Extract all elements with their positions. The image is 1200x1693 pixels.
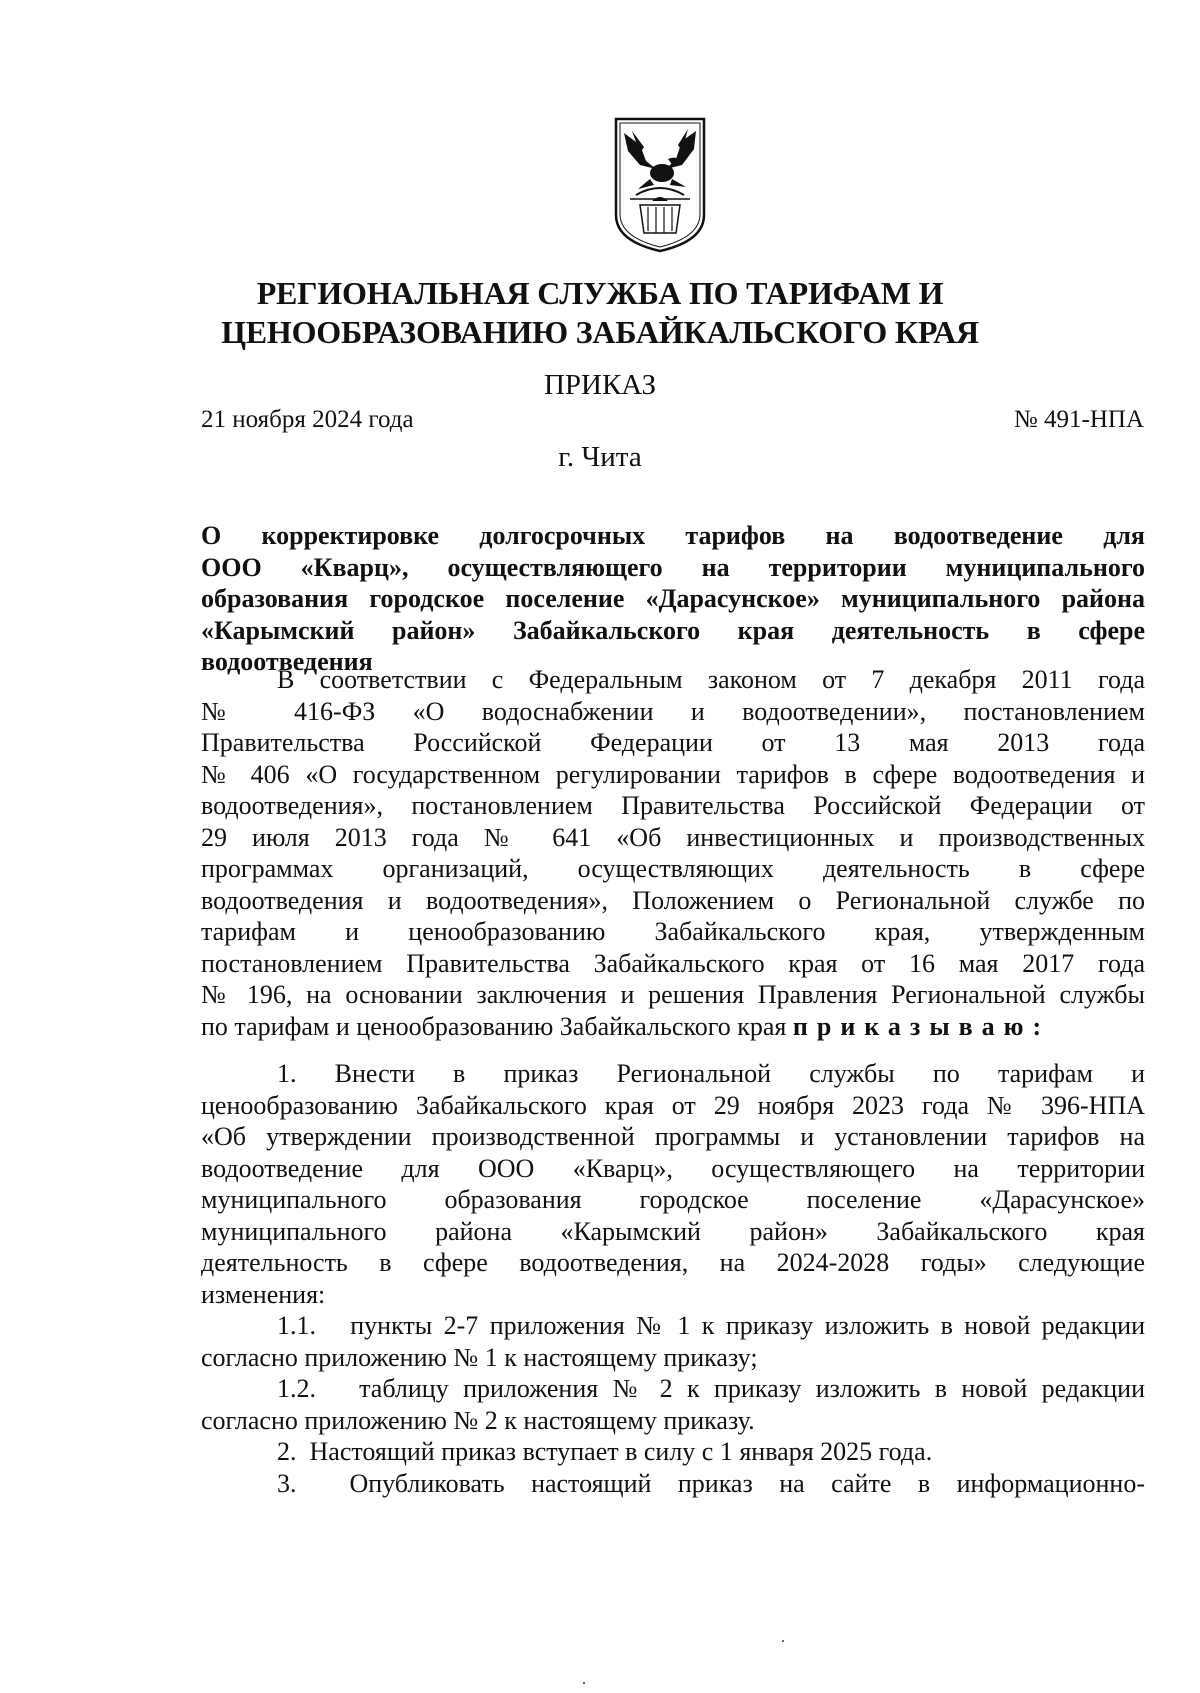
order-directive: приказываю: <box>792 1011 1051 1041</box>
order-number: № 491-НПА <box>1013 406 1144 433</box>
item-1-1-line: согласно приложению № 1 к настоящему приказу; <box>201 1342 758 1372</box>
item-1-line: 1. Внести в приказ Региональной службы по тарифам и <box>277 1059 1145 1088</box>
scan-speck <box>782 1640 784 1642</box>
item-1-line: муниципального образования городское поселение «Дарасунское» <box>201 1185 1145 1214</box>
heading-line: водоотведения <box>201 647 373 676</box>
preamble-line: № 406 «О государственном регулировании тарифов в сфере водоотведения и <box>201 759 1145 789</box>
order-subject-heading <box>201 520 1145 678</box>
preamble-line: Правительства Российской Федерации от 13 мая 2013 года <box>201 728 1145 757</box>
item-1-line: изменения: <box>201 1279 326 1309</box>
preamble-line: 29 июля 2013 года № 641 «Об инвестиционных и производственных <box>201 822 1145 852</box>
order-date: 21 ноября 2024 года <box>201 406 414 433</box>
preamble-line: № 416-ФЗ «О водоснабжении и водоотведении», постановлением <box>201 696 1145 726</box>
organization-title-line-2: ЦЕНООБРАЗОВАНИЮ ЗАБАЙКАЛЬСКОГО КРАЯ <box>221 314 979 350</box>
item-1-line: водоотведение для ООО «Кварц», осуществляющего на территории <box>201 1153 1145 1183</box>
item-1-line: муниципального района «Карымский район» Забайкальского края <box>201 1216 1145 1246</box>
item-1-1-line: 1.1. пункты 2-7 приложения № 1 к приказу изложить в новой редакции <box>277 1311 1145 1340</box>
document-type: ПРИКАЗ <box>543 369 657 401</box>
preamble-line <box>201 1011 1145 1043</box>
preamble-last-text: по тарифам и ценообразованию Забайкальского края <box>201 1011 793 1041</box>
item-1-2-line: 1.2. таблицу приложения № 2 к приказу изложить в новой редакции <box>277 1374 1145 1403</box>
preamble-paragraph <box>201 664 1145 1042</box>
preamble-line: постановлением Правительства Забайкальского края от 16 мая 2017 года <box>201 948 1145 978</box>
heading-line: ООО «Кварц», осуществляющего на территории муниципального <box>201 552 1145 582</box>
preamble-line: программах организаций, осуществляющих деятельность в сфере <box>201 854 1145 883</box>
coat-of-arms-icon <box>610 115 710 255</box>
organization-title-line-1: РЕГИОНАЛЬНАЯ СЛУЖБА ПО ТАРИФАМ И <box>256 275 944 311</box>
preamble-line: водоотведения», постановлением Правительства Российской Федерации от <box>201 791 1145 820</box>
heading-line: О корректировке долгосрочных тарифов на водоотведение для <box>201 521 1145 550</box>
item-1-line: деятельность в сфере водоотведения, на 2024-2028 годы» следующие <box>201 1248 1145 1277</box>
order-city: г. Чита <box>558 441 642 473</box>
preamble-line: В соответствии с Федеральным законом от 7 декабря 2011 года <box>277 665 1145 694</box>
item-3-line: 3. Опубликовать настоящий приказ на сайте в информационно- <box>277 1468 1145 1498</box>
item-2-line: 2. Настоящий приказ вступает в силу с 1 января 2025 года. <box>277 1437 933 1466</box>
item-1-line: ценообразованию Забайкальского края от 29 ноября 2023 года № 396-НПА <box>201 1090 1145 1120</box>
heading-line: «Карымский район» Забайкальского края деятельность в сфере <box>201 615 1145 645</box>
scan-speck <box>583 1682 585 1684</box>
preamble-line: тарифам и ценообразованию Забайкальского края, утвержденным <box>201 917 1145 946</box>
preamble-line: водоотведения и водоотведения», Положением о Региональной службе по <box>201 885 1145 915</box>
heading-line: образования городское поселение «Дарасунское» муниципального района <box>201 584 1145 613</box>
item-1-paragraph <box>201 1058 1145 1499</box>
item-1-2-line: согласно приложению № 2 к настоящему приказу. <box>201 1405 755 1435</box>
preamble-line: № 196, на основании заключения и решения Правления Региональной службы <box>201 980 1145 1009</box>
item-1-line: «Об утверждении производственной программы и установлении тарифов на <box>201 1122 1145 1151</box>
organization-title <box>0 274 1200 352</box>
